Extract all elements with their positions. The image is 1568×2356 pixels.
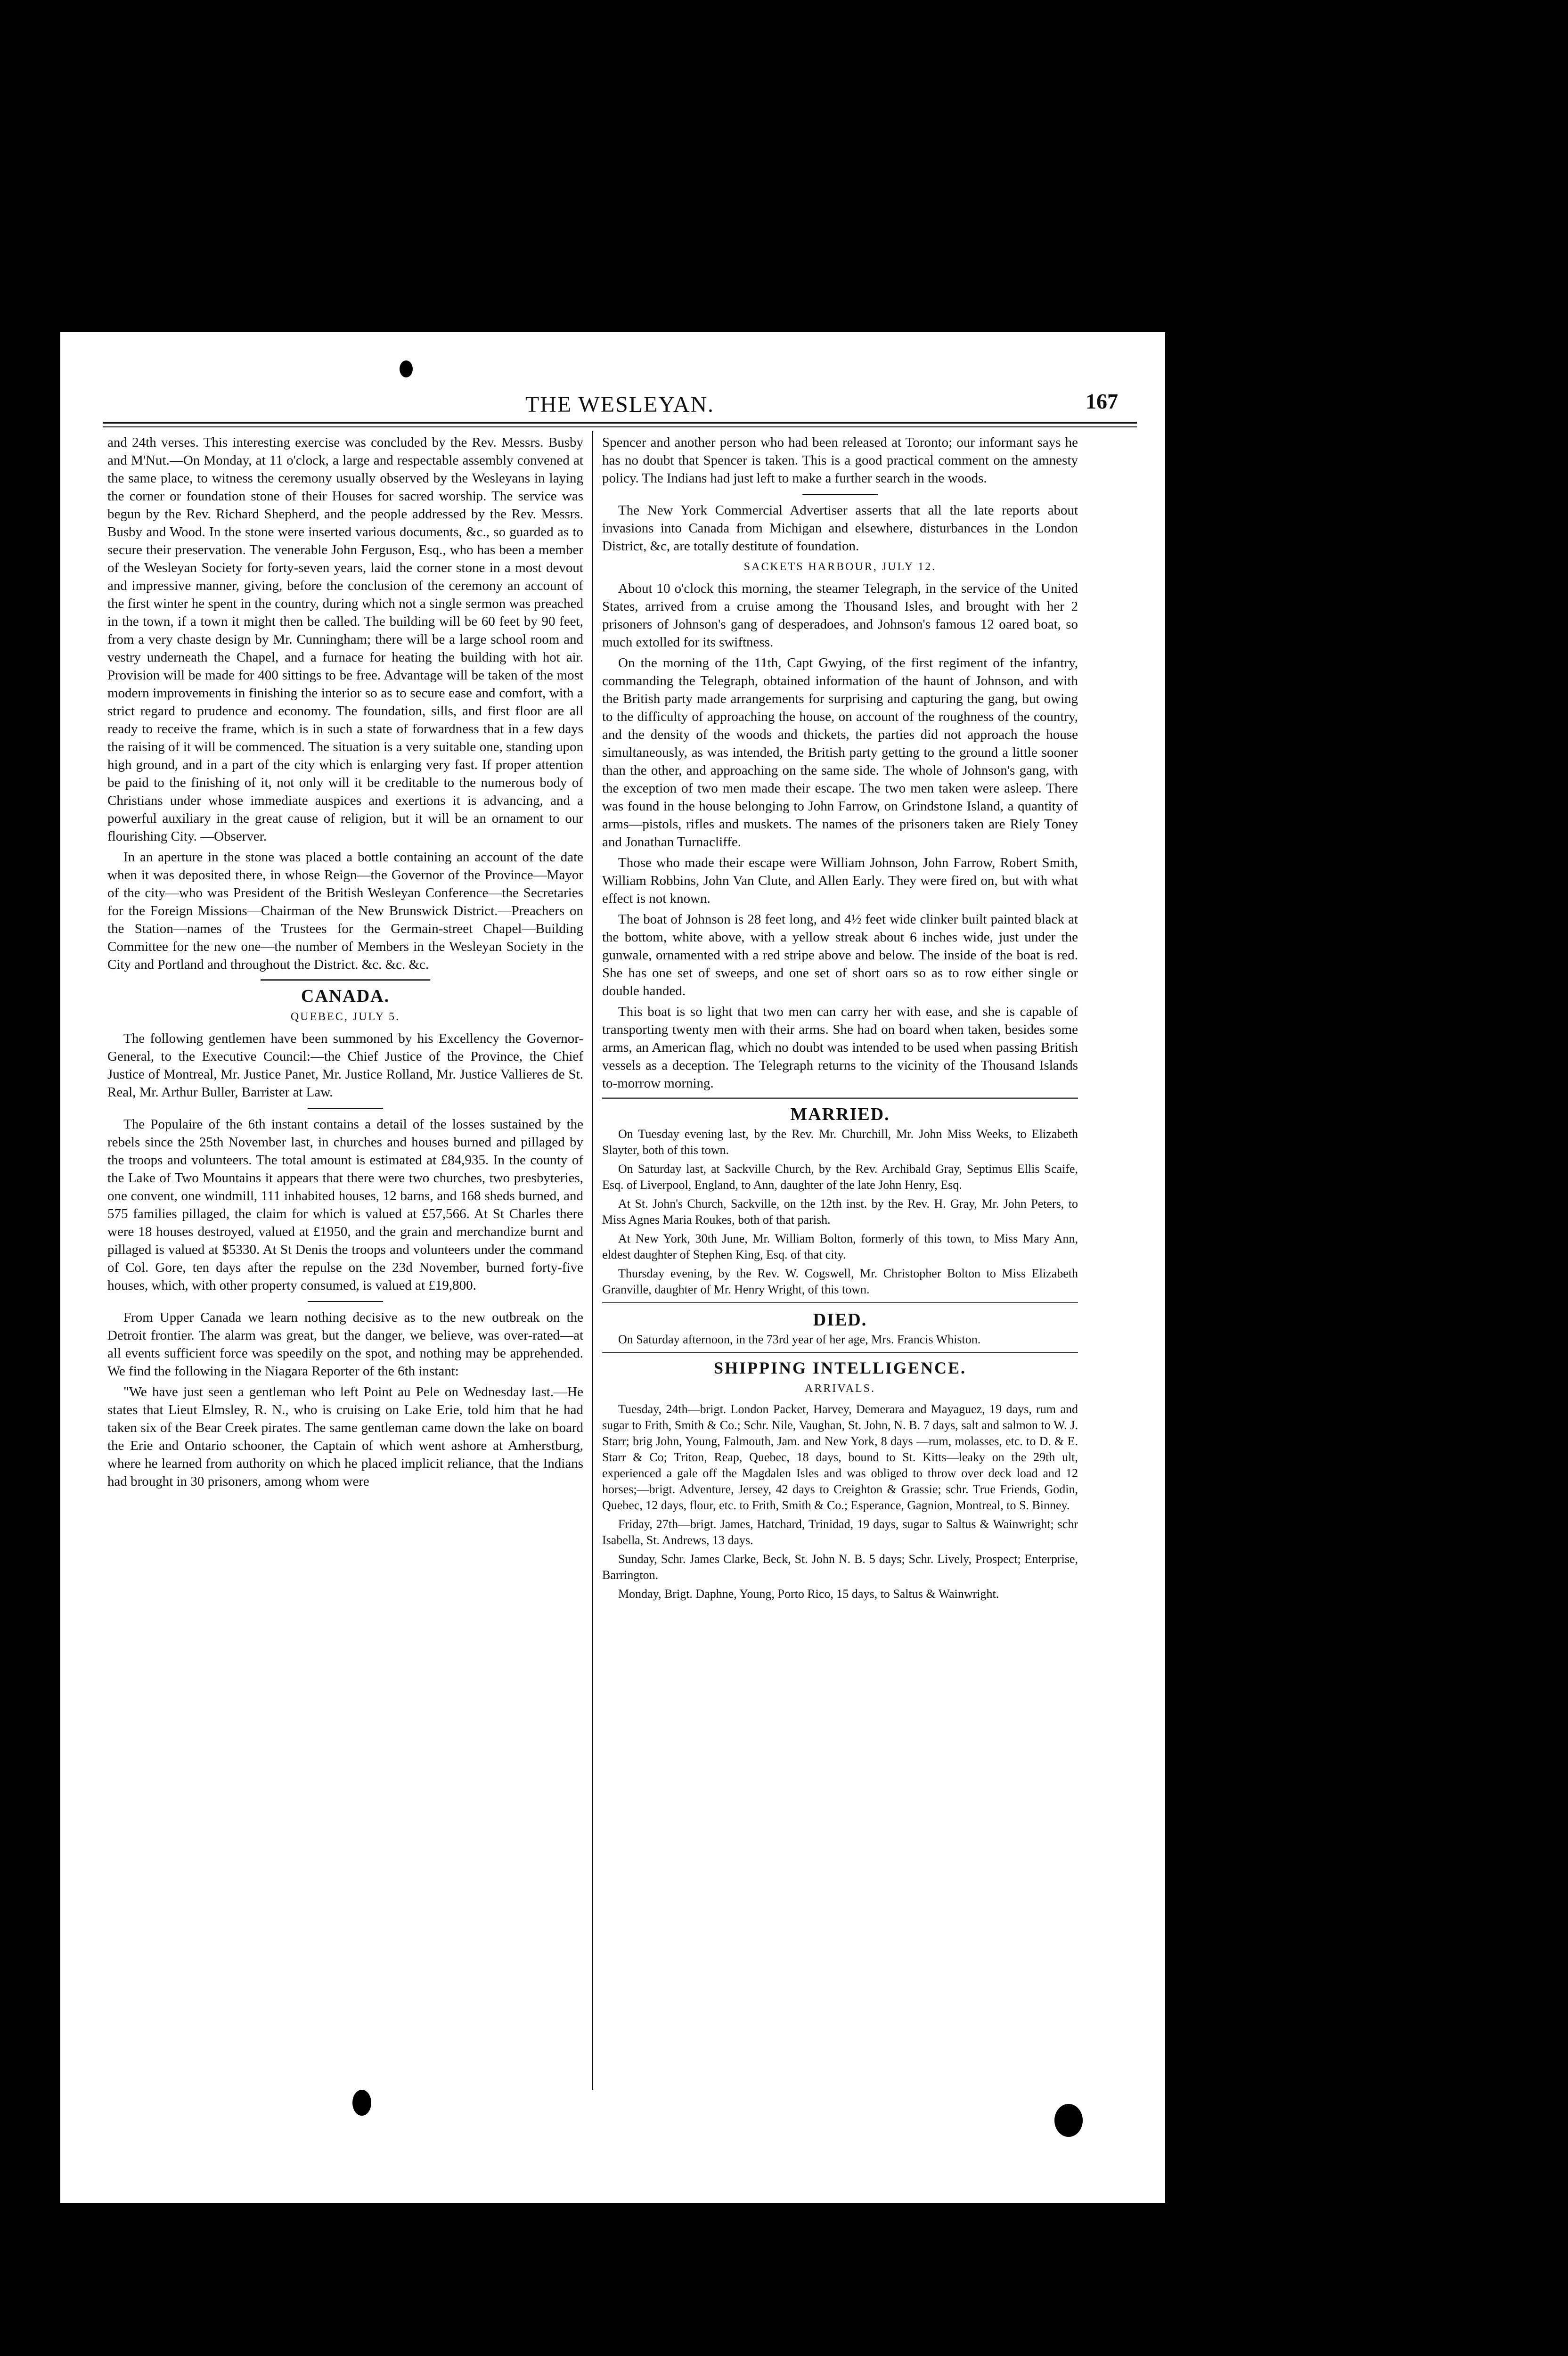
article-paragraph: Those who made their escape were William Johnson, John Farrow, Robert Smith, William Robbins, John Van Clute, and Allen Early. They were fired on, but with what effect is not known. bbox=[602, 855, 1078, 906]
header-rule-thin bbox=[103, 426, 1137, 427]
short-divider bbox=[308, 1108, 383, 1109]
article-paragraph: Spencer and another person who had been released at Toronto; our informant says he has no doubt that Spencer is taken. This is a good practical comment on the amnesty policy. The Indians had just left to make a further search in the woods. bbox=[602, 435, 1078, 486]
section-heading-married: MARRIED. bbox=[790, 1104, 890, 1124]
notice-item: On Saturday last, at Sackville Church, by the Rev. Archibald Gray, Septimus Ellis Scaife, Esq. of Liverpool, England, to Ann, daughter of the late John Henry, Esq. bbox=[602, 1162, 1078, 1192]
short-divider bbox=[802, 494, 878, 495]
article-paragraph: In an aperture in the stone was placed a bottle containing an account of the date when it was deposited there, in whose Reign—the Governor of the Province—Mayor of the city—who was President of the British Wesleyan Conference—the Secretaries for the Foreign Missions—Chairman of the New Brunswick District.—Preachers on the Station—names of the Trustees for the Germain-street Chapel—Building Committee for the new one—the number of Members in the Wesleyan Society in the City and Portland and throughout the District. &c. &c. &c. bbox=[107, 850, 583, 972]
notice-item: At St. John's Church, Sackville, on the 12th inst. by the Rev. H. Gray, Mr. John Peters, to Miss Agnes Maria Roukes, both of that parish. bbox=[602, 1197, 1078, 1227]
dateline: SACKETS HARBOUR, JULY 12. bbox=[743, 561, 937, 573]
article-paragraph: This boat is so light that two men can carry her with ease, and she is capable of transporting twenty men with their arms. She had on board when taken, besides some arms, an American flag, which no doubt was intended to be used when passing British vessels as a deception. The Telegraph returns to the vicinity of the Thousand Islands to-morrow morning. bbox=[602, 1004, 1078, 1091]
notice-item: Thursday evening, by the Rev. W. Cogswell, Mr. Christopher Bolton to Miss Elizabeth Granville, daughter of Mr. Henry Wright, of this town. bbox=[602, 1267, 1078, 1296]
running-head bbox=[103, 389, 1137, 422]
article-paragraph: About 10 o'clock this morning, the steamer Telegraph, in the service of the United States, arrived from a cruise among the Thousand Isles, and brought with her 2 prisoners of Johnson's gang of desperadoes, and Johnson's famous 12 oared boat, so much extolled for its swiftness. bbox=[602, 581, 1078, 650]
article-paragraph: On the morning of the 11th, Capt Gwying, of the first regiment of the infantry, commanding the Telegraph, obtained information of the haunt of Johnson, and with the British party made arrangements for surprising and capturing the gang, but owing to the difficulty of approaching the house, on account of the roughness of the country, and the density of the woods and thickets, the parties did not approach the house simultaneously, as was intended, the British party getting to the ground a little sooner than the other, and approaching on the same side. The whole of Johnson's gang, with the exception of two men made their escape. The two men taken were asleep. There was found in the house belonging to John Farrow, on Grindstone Island, a quantity of arms—pistols, rifles and muskets. The names of the prisoners taken are Riely Toney and Jonathan Turnacliffe. bbox=[602, 655, 1078, 850]
section-divider bbox=[602, 1097, 1078, 1099]
left-column bbox=[107, 434, 583, 1493]
section-heading-canada: CANADA. bbox=[301, 986, 390, 1006]
shipping-entry: Tuesday, 24th—brigt. London Packet, Harvey, Demerara and Mayaguez, 19 days, rum and sugar to Frith, Smith & Co.; Schr. Nile, Vaughan, St. John, N. B. 7 days, salt and salmon to W. J. Starr; brig John, Young, Falmouth, Jam. and New York, 8 days —rum, molasses, etc. to D. & E. Starr & Co; Triton, Reap, Quebec, 18 days, bound to St. Kitts—leaky on the 29th ult, experienced a gale off the Magdalen Isles and was obliged to throw over deck load and 12 horses;—brigt. Adventure, Jersey, 42 days to Creighton & Grassie; schr. True Friends, Godin, Quebec, 12 days, flour, etc. to Frith, Smith & Co.; Esperance, Gagnion, Montreal, to S. Binney. bbox=[602, 1402, 1078, 1512]
right-column bbox=[602, 434, 1078, 1605]
article-paragraph: The following gentlemen have been summoned by his Excellency the Governor-General, to the Executive Council:—the Chief Justice of the Province, the Chief Justice of Montreal, Mr. Justice Panet, Mr. Justice Rolland, Mr. Justice Vallieres de St. Real, Mr. Arthur Buller, Barrister at Law. bbox=[107, 1031, 583, 1100]
column-separator bbox=[592, 431, 593, 2090]
section-divider bbox=[602, 1352, 1078, 1354]
publication-title: THE WESLEYAN. bbox=[525, 392, 715, 417]
binding-hole bbox=[400, 360, 413, 377]
notice-item: On Tuesday evening last, by the Rev. Mr. Churchill, Mr. John Miss Weeks, to Elizabeth Slayter, both of this town. bbox=[602, 1127, 1078, 1157]
subheading-arrivals: ARRIVALS. bbox=[805, 1383, 875, 1395]
notice-item: At New York, 30th June, Mr. William Bolton, formerly of this town, to Miss Mary Ann, eldest daughter of Stephen King, Esq. of that city. bbox=[602, 1232, 1078, 1261]
article-paragraph: and 24th verses. This interesting exercise was concluded by the Rev. Messrs. Busby and M'Nut.—On Monday, at 11 o'clock, a large and respectable assembly convened at the same place, to witness the ceremony usually observed by the Wesleyans in laying the corner or foundation stone of their Houses for sacred worship. The service was begun by the Rev. Richard Shepherd, and the people addressed by the Rev. Messrs. Busby and Wood. In the stone were inserted various documents, &c., so guarded as to secure their preservation. The venerable John Ferguson, Esq., who has been a member of the Wesleyan Society for forty-seven years, laid the corner stone in a most devout and impressive manner, giving, before the conclusion of the ceremony an account of the first winter he spent in the country, during which not a single sermon was preached in the town, if a town it might then be called. The building will be 60 feet by 90 feet, from a very chaste design by Mr. Cunningham; there will be a large school room and vestry underneath the Chapel, and a furnace for heating the building with hot air. Provision will be made for 400 sittings to be free. Advantage will be taken of the most modern improvements in finishing the interior so as to secure ease and comfort, with a strict regard to prudence and economy. The foundation, sills, and first floor are all ready to receive the frame, which is in such a state of forwardness that in a few days the raising of it will be commenced. The situation is a very suitable one, standing upon high ground, and in a part of the city which is enlarging very fast. If proper attention be paid to the finishing of it, not only will it be creditable to the numerous body of Christians under whose immediate auspices and exertions it is advancing, and a powerful auxiliary in the great cause of religion, but it will be an ornament to our flourishing City. —Observer. bbox=[107, 435, 583, 844]
shipping-entry: Sunday, Schr. James Clarke, Beck, St. John N. B. 5 days; Schr. Lively, Prospect; Enterprise, Barrington. bbox=[602, 1552, 1078, 1582]
page-number: 167 bbox=[1086, 389, 1118, 413]
section-heading-died: DIED. bbox=[813, 1310, 867, 1330]
binding-hole bbox=[1054, 2104, 1083, 2137]
shipping-entry: Friday, 27th—brigt. James, Hatchard, Trinidad, 19 days, sugar to Saltus & Wainwright; schr Isabella, St. Andrews, 13 days. bbox=[602, 1517, 1078, 1547]
section-divider bbox=[261, 979, 430, 981]
article-paragraph: "We have just seen a gentleman who left Point au Pele on Wednesday last.—He states that Lieut Elmsley, R. N., who is cruising on Lake Erie, told him that he had taken six of the Bear Creek pirates. The same gentleman came down the lake on board the Erie and Ontario schooner, the Captain of which went ashore at Amherstburg, where he learned from authority on which he placed implicit reliance, that the Indians had brought in 30 prisoners, among whom were bbox=[107, 1384, 583, 1489]
binding-hole bbox=[352, 2090, 371, 2116]
article-paragraph: The boat of Johnson is 28 feet long, and 4½ feet wide clinker built painted black at the bottom, white above, with a yellow streak about 6 inches wide, just under the gunwale, ornamented with a red stripe above and below. The inside of the boat is red. She has one set of sweeps, and one set of short oars so as to row either single or double handed. bbox=[602, 912, 1078, 998]
section-divider bbox=[602, 1302, 1078, 1304]
article-paragraph: The Populaire of the 6th instant contains a detail of the losses sustained by the rebels since the 25th November last, in churches and houses burned and pillaged by the troops and volunteers. The total amount is estimated at £84,935. In the county of the Lake of Two Mountains it appears that there were two churches, two presbyteries, one convent, one windmill, 111 inhabited houses, 12 barns, and 168 sheds burned, and 575 families pillaged, the claim for which is valued at £57,566. At St Charles there were 18 houses destroyed, valued at £1950, and the grain and merchandize burnt and pillaged is valued at $5330. At St Denis the troops and volunteers under the command of Col. Gore, ten days after the repulse on the 23d November, burned forty-five houses, which, with other property consumed, is valued at £19,800. bbox=[107, 1117, 583, 1293]
section-heading-shipping: SHIPPING INTELLIGENCE. bbox=[713, 1358, 967, 1377]
article-paragraph: The New York Commercial Advertiser asserts that all the late reports about invasions into Canada from Michigan and elsewhere, disturbances in the London District, &c, are totally destitute of foundation. bbox=[602, 503, 1078, 554]
header-rule bbox=[103, 422, 1137, 424]
dateline: QUEBEC, JULY 5. bbox=[290, 1011, 400, 1023]
shipping-entry: Monday, Brigt. Daphne, Young, Porto Rico, 15 days, to Saltus & Wainwright. bbox=[618, 1587, 999, 1601]
newspaper-page bbox=[60, 332, 1165, 2203]
scan-dark-margin bbox=[0, 0, 28, 2356]
short-divider bbox=[308, 1301, 383, 1302]
notice-item: On Saturday afternoon, in the 73rd year of her age, Mrs. Francis Whiston. bbox=[618, 1333, 981, 1346]
article-paragraph: From Upper Canada we learn nothing decisive as to the new outbreak on the Detroit frontier. The alarm was great, but the danger, we believe, was over-rated—at all events sufficient force was speedily on the spot, and nothing may be apprehended. We find the following in the Niagara Reporter of the 6th instant: bbox=[107, 1310, 583, 1379]
